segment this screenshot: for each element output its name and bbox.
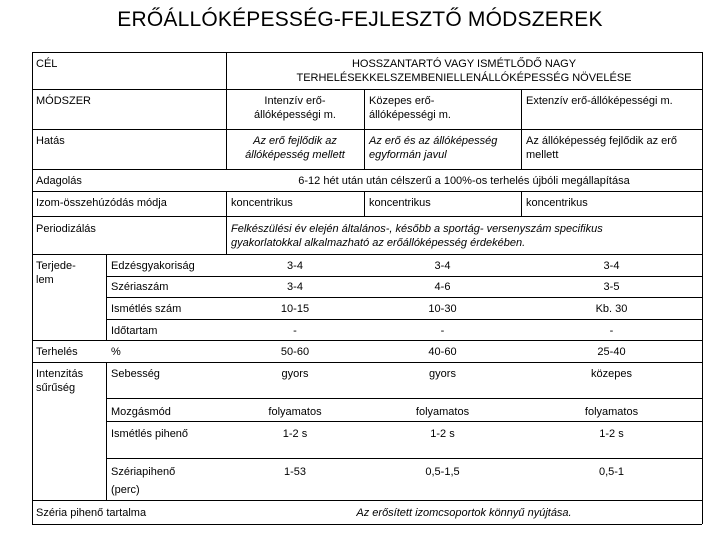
terheles-value-2: 40-60: [428, 346, 457, 358]
idotartam-value-3: -: [609, 325, 614, 337]
ismetles-piheno-value-1: 1-2 s: [282, 428, 308, 440]
periodizalas-label: Periodizálás: [36, 223, 96, 235]
szeriaszam-label: Szériaszám: [111, 281, 169, 293]
szeriaszam-value-1: 3-4: [287, 281, 303, 293]
mozgasmod-value-1: folyamatos: [268, 406, 322, 418]
izom-label: Izom-összehúzódás módja: [36, 197, 167, 209]
edzesgyakorisag-label: Edzésgyakoriság: [111, 260, 195, 272]
row-divider: [32, 129, 702, 130]
modszer-col1-line2: állóképességi m.: [254, 109, 336, 121]
table-border-bottom: [32, 524, 702, 525]
col-divider: [364, 89, 365, 170]
periodizalas-text-line1: Felkészülési év elején általános-, később a sportág- versenyszám specifikus: [231, 223, 603, 235]
row-divider: [32, 191, 702, 192]
edzesgyakorisag-value-1: 3-4: [287, 260, 303, 272]
col-divider: [364, 191, 365, 217]
ismetles-szam-value-2: 10-30: [428, 303, 457, 315]
mozgasmod-value-2: folyamatos: [415, 406, 470, 418]
ismetles-szam-value-1: 10-15: [280, 303, 310, 315]
terjedelem-label-line1: Terjede-: [36, 260, 76, 272]
table-border-left: [32, 52, 33, 524]
edzesgyakorisag-value-3: 3-4: [603, 260, 620, 272]
table-border-top: [32, 52, 702, 53]
szeriapiheno-value-2: 0,5-1,5: [425, 466, 460, 478]
col-divider: [521, 89, 522, 170]
row-divider: [32, 216, 702, 217]
izom-value-2: koncentrikus: [369, 197, 431, 209]
row-divider: [106, 297, 702, 298]
hatas-col2-line2: egyformán javul: [369, 149, 447, 161]
sebesseg-label: Sebesség: [111, 368, 160, 380]
modszer-label: MÓDSZER: [36, 95, 91, 107]
row-divider: [32, 89, 702, 90]
cel-text-line2: TERHELÉSEKKELSZEMBENIELLENÁLLÓKÉPESSÉG NÖVELÉSE: [296, 72, 632, 84]
hatas-col1-line2: állóképesség mellett: [245, 149, 345, 161]
row-divider: [106, 398, 702, 399]
row-divider: [106, 458, 702, 459]
col-divider: [521, 191, 522, 217]
terjedelem-label-line2: lem: [36, 274, 54, 286]
ismetles-piheno-value-3: 1-2 s: [599, 428, 624, 440]
mozgasmod-value-3: folyamatos: [584, 406, 639, 418]
hatas-col2-line1: Az erő és az állóképesség: [369, 135, 498, 147]
modszer-col3-line1: Extenzív erő-állóképességi m.: [526, 95, 673, 107]
intenzitas-label-line2: sűrűség: [36, 382, 76, 394]
mozgasmod-label: Mozgásmód: [111, 406, 171, 418]
adagolas-label: Adagolás: [36, 175, 82, 187]
ismetles-szam-value-3: Kb. 30: [595, 303, 628, 315]
table-border-right: [702, 52, 703, 524]
modszer-col2-line2: állóképességi m.: [369, 109, 451, 121]
cel-text-line1: HOSSZANTARTÓ VAGY ISMÉTLŐDŐ NAGY: [351, 58, 577, 70]
szeriaszam-value-2: 4-6: [434, 281, 451, 293]
ismetles-piheno-value-2: 1-2 s: [430, 428, 455, 440]
szeria-piheno-tartalma-label: Széria pihenő tartalma: [36, 507, 147, 519]
row-divider: [32, 500, 702, 501]
col-divider: [226, 191, 227, 254]
szeriapiheno-value-1: 1-53: [283, 466, 307, 478]
row-divider: [106, 421, 702, 422]
row-divider: [32, 362, 702, 363]
ismetles-piheno-label: Ismétlés pihenő: [111, 428, 189, 440]
szeria-piheno-tartalma-text: Az erősített izomcsoportok könnyű nyújtása.: [356, 507, 572, 519]
sebesseg-value-1: gyors: [281, 368, 309, 380]
szeriaszam-value-3: 3-5: [603, 281, 620, 293]
terheles-sub: %: [111, 346, 121, 358]
izom-value-3: koncentrikus: [526, 197, 588, 209]
modszer-col1-line1: Intenzív erő-: [264, 95, 326, 107]
szeriapiheno-label: Szériapihenő: [111, 466, 176, 478]
sebesseg-value-2: gyors: [429, 368, 456, 380]
periodizalas-text-line2: gyakorlatokkal alkalmazható az erőállóképesség érdekében.: [231, 237, 526, 249]
col-divider: [106, 362, 107, 500]
edzesgyakorisag-value-2: 3-4: [434, 260, 451, 272]
intenzitas-label-line1: Intenzitás: [36, 368, 84, 380]
terheles-value-3: 25-40: [597, 346, 626, 358]
row-divider: [32, 254, 702, 255]
col-divider: [106, 254, 107, 340]
szeriapiheno-label-unit: (perc): [111, 484, 140, 496]
sebesseg-value-3: közepes: [591, 368, 632, 380]
row-divider: [32, 340, 702, 341]
szeriapiheno-value-3: 0,5-1: [598, 466, 625, 478]
terheles-label: Terhelés: [36, 346, 78, 358]
cel-label: CÉL: [36, 58, 58, 70]
hatas-label: Hatás: [36, 135, 65, 147]
idotartam-value-2: -: [440, 325, 445, 337]
izom-value-1: koncentrikus: [231, 197, 293, 209]
idotartam-value-1: -: [293, 325, 297, 337]
row-divider: [32, 169, 702, 170]
page-title: ERŐÁLLÓKÉPESSÉG-FEJLESZTŐ MÓDSZEREK: [117, 8, 603, 31]
modszer-col2-line1: Közepes erő-: [369, 95, 435, 107]
idotartam-label: Időtartam: [111, 325, 158, 337]
terheles-value-1: 50-60: [280, 346, 310, 358]
ismetles-szam-label: Ismétlés szám: [111, 303, 182, 315]
hatas-col3-line2: mellett: [526, 149, 559, 161]
row-divider: [106, 319, 702, 320]
row-divider: [106, 276, 702, 277]
adagolas-text: 6-12 hét után után célszerű a 100%-os terhelés újbóli megállapítása: [298, 175, 630, 187]
hatas-col3-line1: Az állóképesség fejlődik az erő: [526, 135, 678, 147]
hatas-col1-line1: Az erő fejlődik az: [253, 135, 337, 147]
